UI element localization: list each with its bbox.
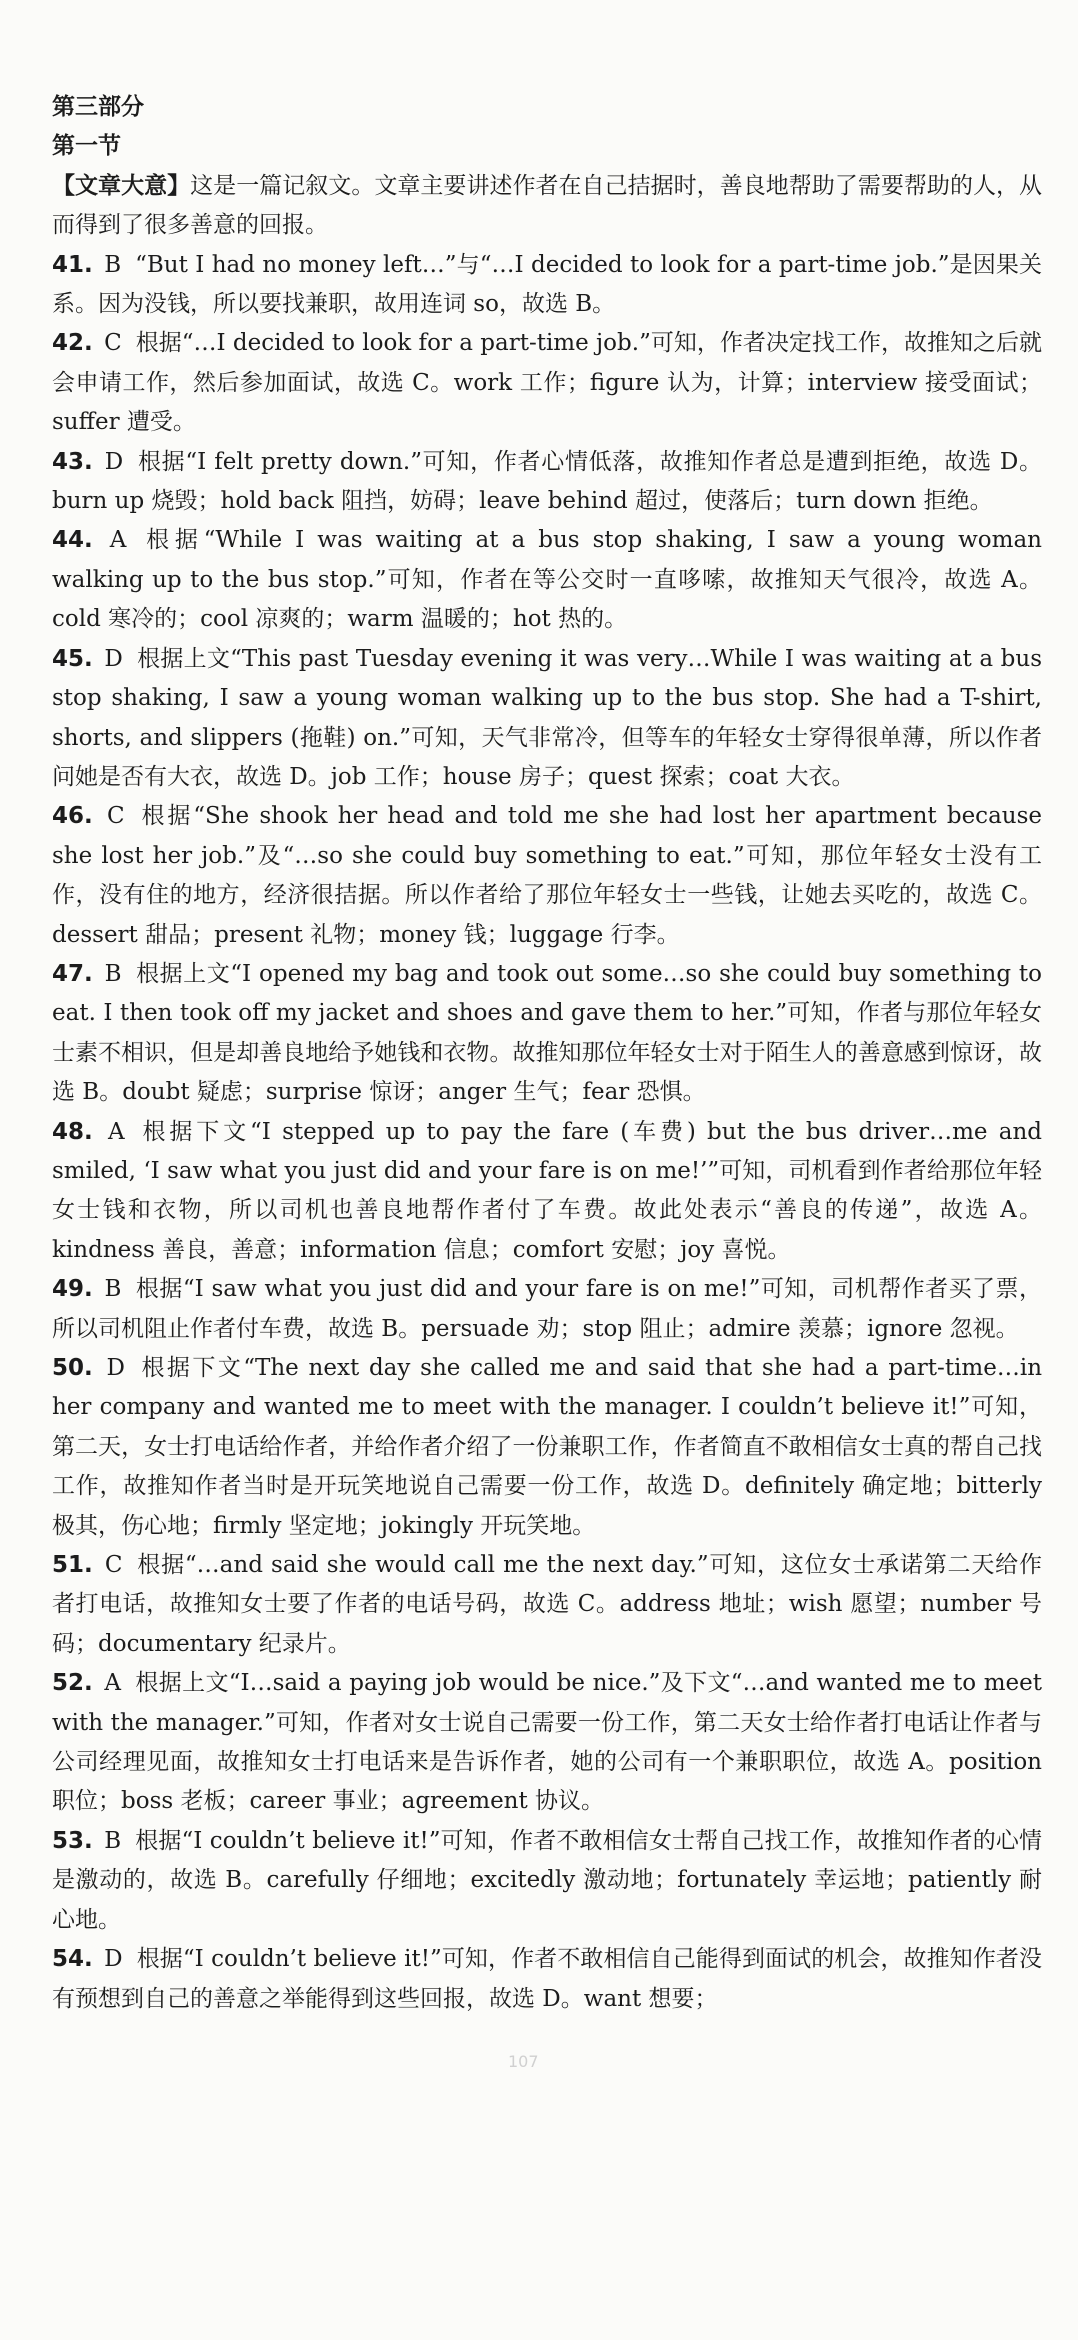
question-number: 43. — [52, 448, 93, 475]
answer-item-42 — [52, 324, 1042, 442]
explanation-text: 根据“She shook her head and told me she had lost her apartment because she lost her job.”及“…so she could buy something to eat.”可知，那位年轻女士没有工作，没有住的地方，经济很拮据。所以作者给了那位年轻女士一些钱，让她去买吃的，故选 C。dessert 甜品；present 礼物；money 钱；luggage 行李。 — [52, 803, 1043, 948]
summary-paragraph — [52, 167, 1042, 246]
answer-item-43 — [52, 443, 1042, 522]
explanation-text: 根据上文“I opened my bag and took out some…so she could buy something to eat. I then took off my jacket and shoes and gave them to her.”可知，作者与那位年轻女士素不相识，但是却善良地给予她钱和衣物。故推知那位年轻女士对于陌生人的善意感到惊讶，故选 B。doubt 疑虑；surprise 惊讶；anger 生气；fear 恐惧。 — [52, 960, 1043, 1106]
question-number: 45. — [52, 645, 93, 672]
explanation-text: 根据下文“The next day she called me and said that she had a part-time…in her company and wanted me to meet with the manager. I couldn’t believe it!”可知，第二天，女士打电话给作者，并给作者介绍了一份兼职工作，作者简直不敢相信女士真的帮自己找工作，故推知作者当时是开玩笑地说自己需要一份工作，故选 D。definitely 确定地；bitterly 极其，伤心地；firmly 坚定地；jokingly 开玩笑地。 — [52, 1355, 1043, 1539]
question-number: 48. — [52, 1118, 93, 1145]
answer-choice: D — [104, 1946, 123, 1973]
answer-item-52 — [52, 1664, 1042, 1822]
answer-item-51 — [52, 1546, 1042, 1664]
answer-choice: B — [104, 1827, 122, 1854]
answer-item-50 — [52, 1349, 1042, 1546]
explanation-text: 根据“I felt pretty down.”可知，作者心情低落，故推知作者总是遭到拒绝，故选 D。burn up 烧毁；hold back 阻挡，妨碍；leave behind 超过，使落后；turn down 拒绝。 — [52, 448, 1043, 515]
question-number: 41. — [52, 251, 93, 278]
question-number: 52. — [52, 1670, 93, 1697]
answer-choice: B — [104, 251, 122, 278]
answer-item-46 — [52, 797, 1042, 955]
summary-label: 【文章大意】 — [52, 172, 191, 199]
answer-choice: C — [104, 1552, 123, 1579]
answer-item-49 — [52, 1270, 1042, 1349]
question-number: 54. — [52, 1946, 93, 1973]
answer-choice: D — [104, 448, 124, 475]
question-number: 42. — [52, 330, 93, 357]
answer-choice: C — [106, 803, 125, 830]
question-number: 46. — [52, 803, 93, 830]
question-number: 53. — [52, 1827, 93, 1854]
question-number: 47. — [52, 960, 93, 987]
explanation-text: 根据“While I was waiting at a bus stop shaking, I saw a young woman walking up to the bus stop.”可知，作者在等公交时一直哆嗦，故推知天气很冷，故选 A。cold 寒冷的；cool 凉爽的；warm 温暖的；hot 热的。 — [52, 527, 1042, 633]
answer-item-44 — [52, 521, 1042, 639]
explanation-text: 根据“I couldn’t believe it!”可知，作者不敢相信女士帮自己找工作，故推知作者的心情是激动的，故选 B。carefully 仔细地；excitedly 激动地；fortunately 幸运地；patiently 耐心地。 — [52, 1827, 1042, 1933]
answer-choice: A — [104, 1670, 122, 1697]
explanation-text: 根据“I saw what you just did and your fare is on me!”可知，司机帮作者买了票，所以司机阻止作者付车费，故选 B。persuade 劝；stop 阻止；admire 羡慕；ignore 忽视。 — [52, 1276, 1042, 1342]
answer-choice: B — [104, 960, 122, 987]
page-number: 107 — [508, 2052, 539, 2071]
answer-item-48 — [52, 1113, 1042, 1271]
answer-item-54 — [52, 1940, 1042, 2019]
answer-item-45 — [52, 640, 1042, 798]
answer-choice: C — [104, 330, 122, 357]
answer-choice: D — [104, 645, 123, 672]
answer-item-41 — [52, 246, 1042, 325]
explanation-text: 根据“…and said she would call me the next day.”可知，这位女士承诺第二天给作者打电话，故推知女士要了作者的电话号码，故选 C。address 地址；wish 愿望；number 号码；documentary 纪录片。 — [52, 1552, 1042, 1657]
section-heading: 第三部分 — [52, 94, 144, 120]
document-page — [52, 88, 1042, 2019]
explanation-text: 根据上文“This past Tuesday evening it was very…While I was waiting at a bus stop shaking, I saw a young woman walking up to the bus stop. She had a T-shirt, shorts, and slippers (拖鞋) on.”可知，天气非常冷，但等车的年轻女士穿得很单薄，所以作者问她是否有大衣，故选 D。job 工作；house 房子；quest 探索；coat 大衣。 — [52, 645, 1043, 790]
question-number: 49. — [52, 1276, 93, 1303]
summary-text: 这是一篇记叙文。文章主要讲述作者在自己拮据时，善良地帮助了需要帮助的人，从而得到了很多善意的回报。 — [52, 172, 1043, 239]
question-number: 50. — [52, 1355, 93, 1381]
subsection-heading: 第一节 — [52, 133, 121, 160]
explanation-text: 根据上文“I…said a paying job would be nice.”及下文“…and wanted me to meet with the manager.”可知，作者对女士说自己需要一份工作，第二天女士给作者打电话让作者与公司经理见面，故推知女士打电话来是告诉作者，她的公司有一个兼职职位，故选 A。position 职位；boss 老板；career 事业；agreement 协议。 — [52, 1670, 1043, 1815]
explanation-text: 根据“I couldn’t believe it!”可知，作者不敢相信自己能得到面试的机会，故推知作者没有预想到自己的善意之举能得到这些回报，故选 D。want 想要； — [52, 1946, 1042, 2012]
answer-choice: A — [107, 1118, 125, 1145]
answer-item-47 — [52, 955, 1042, 1113]
explanation-text: 根据“…I decided to look for a part-time job.”可知，作者决定找工作，故推知之后就会申请工作，然后参加面试，故选 C。work 工作；figure 认为，计算；interview 接受面试；suffer 遭受。 — [52, 330, 1043, 436]
answer-choice: B — [104, 1276, 122, 1303]
explanation-text: 根据下文“I stepped up to pay the fare (车费) but the bus driver…me and smiled, ‘I saw what you just did and your fare is on me!’”可知，司机看到作者给那位年轻女士钱和衣物，所以司机也善良地帮作者付了车费。故此处表示“善良的传递”，故选 A。kindness 善良，善意；information 信息；comfort 安慰；joy 喜悦。 — [52, 1118, 1042, 1263]
question-number: 44. — [52, 527, 93, 554]
answer-choice: D — [106, 1355, 125, 1381]
answer-choice: A — [109, 527, 127, 554]
question-number: 51. — [52, 1552, 93, 1579]
answer-item-53 — [52, 1822, 1042, 1940]
explanation-text: “But I had no money left…”与“…I decided to look for a part-time job.”是因果关系。因为没钱，所以要找兼职，故用连词 so，故选 B。 — [52, 251, 1043, 318]
